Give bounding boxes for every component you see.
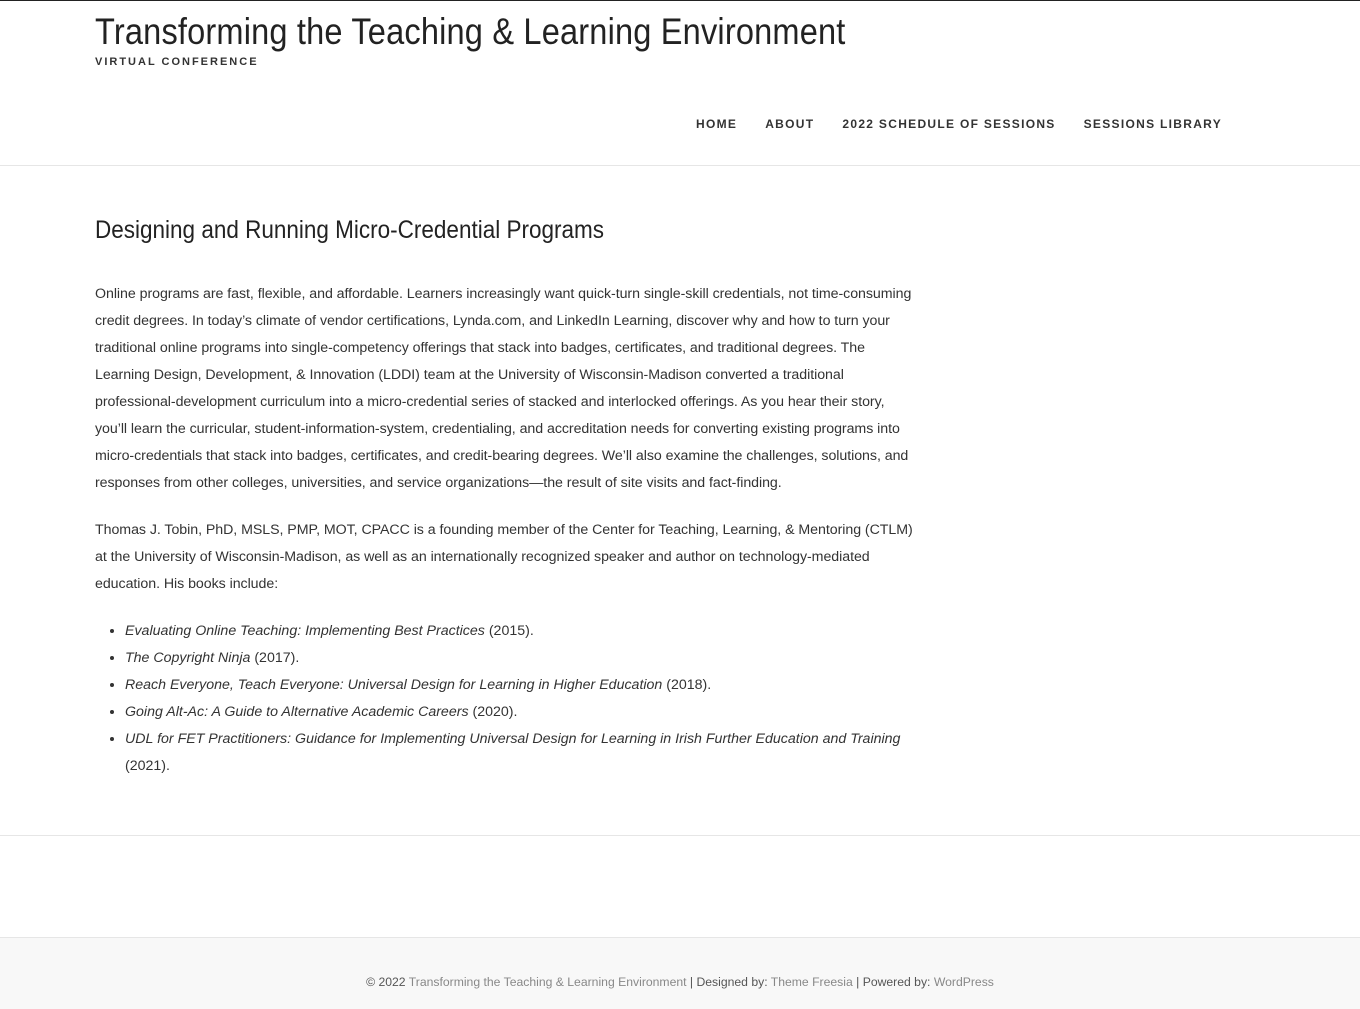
book-title: UDL for FET Practitioners: Guidance for Implementing Universal Design for Learning in Irish Further Education and Training	[125, 731, 901, 747]
post-content	[95, 281, 920, 780]
nav-sessions-library[interactable]: SESSIONS LIBRARY	[1083, 117, 1222, 131]
book-year: (2018).	[662, 677, 712, 693]
book-year: (2020).	[468, 704, 518, 720]
book-year: (2017).	[250, 650, 300, 666]
main-navigation	[696, 117, 1222, 131]
site-tagline: VIRTUAL CONFERENCE	[95, 56, 259, 68]
book-year: (2021).	[125, 758, 170, 774]
book-title: The Copyright Ninja	[125, 650, 251, 666]
copyright-text: © 2022	[366, 975, 409, 989]
nav-schedule[interactable]: 2022 SCHEDULE OF SESSIONS	[842, 117, 1056, 131]
session-description: Online programs are fast, flexible, and affordable. Learners increasingly want quick-turn single-skill credentials, not time-consuming credit degrees. In today’s climate of vendor certifications, Lynda.com, and LinkedIn Learning, discover why and how to turn your traditional online programs into single-competency offerings that stack into badges, certificates, and traditional degrees. The Learning Design, Development, & Innovation (LDDI) team at the University of Wisconsin-Madison converted a traditional professional-development curriculum into a micro-credential series of stacked and interlocked offerings. As you hear their story, you’ll learn the curricular, student-information-system, credentialing, and accreditation needs for converting existing programs into micro-credentials that stack into badges, certificates, and credit-bearing degrees. We’ll also examine the challenges, solutions, and responses from other colleges, universities, and service organizations—the result of site visits and fact-finding.	[95, 286, 912, 491]
list-item	[125, 618, 920, 645]
speaker-bio: Thomas J. Tobin, PhD, MSLS, PMP, MOT, CPACC is a founding member of the Center for Teaching, Learning, & Mentoring (CTLM) at the University of Wisconsin-Madison, as well as an internationally recognized speaker and author on technology-mediated education. His books include:	[95, 522, 913, 592]
wordpress-link[interactable]: WordPress	[933, 975, 994, 989]
book-year: (2015).	[484, 623, 534, 639]
footer-site-link[interactable]: Transforming the Teaching & Learning Environment	[408, 975, 687, 989]
books-list	[95, 618, 920, 780]
book-title: Going Alt-Ac: A Guide to Alternative Academic Careers	[125, 704, 469, 720]
theme-freesia-link[interactable]: Theme Freesia	[770, 975, 853, 989]
content-divider	[0, 835, 1360, 836]
site-header	[0, 1, 1360, 166]
powered-by-text: | Powered by:	[852, 975, 934, 989]
book-title: Evaluating Online Teaching: Implementing Best Practices	[125, 623, 485, 639]
site-title[interactable]: Transforming the Teaching & Learning Environment	[95, 11, 846, 52]
book-title: Reach Everyone, Teach Everyone: Universal Design for Learning in Higher Education	[125, 677, 663, 693]
nav-home[interactable]: HOME	[696, 117, 738, 131]
nav-about[interactable]: ABOUT	[765, 117, 815, 131]
list-item	[125, 645, 920, 672]
site-footer	[0, 937, 1360, 1009]
main-content	[95, 216, 920, 780]
list-item	[125, 726, 920, 780]
designed-by-text: | Designed by:	[686, 975, 771, 989]
list-item	[125, 699, 920, 726]
page-title: Designing and Running Micro-Credential Programs	[95, 216, 605, 244]
footer-copyright	[0, 975, 1360, 989]
list-item	[125, 672, 920, 699]
